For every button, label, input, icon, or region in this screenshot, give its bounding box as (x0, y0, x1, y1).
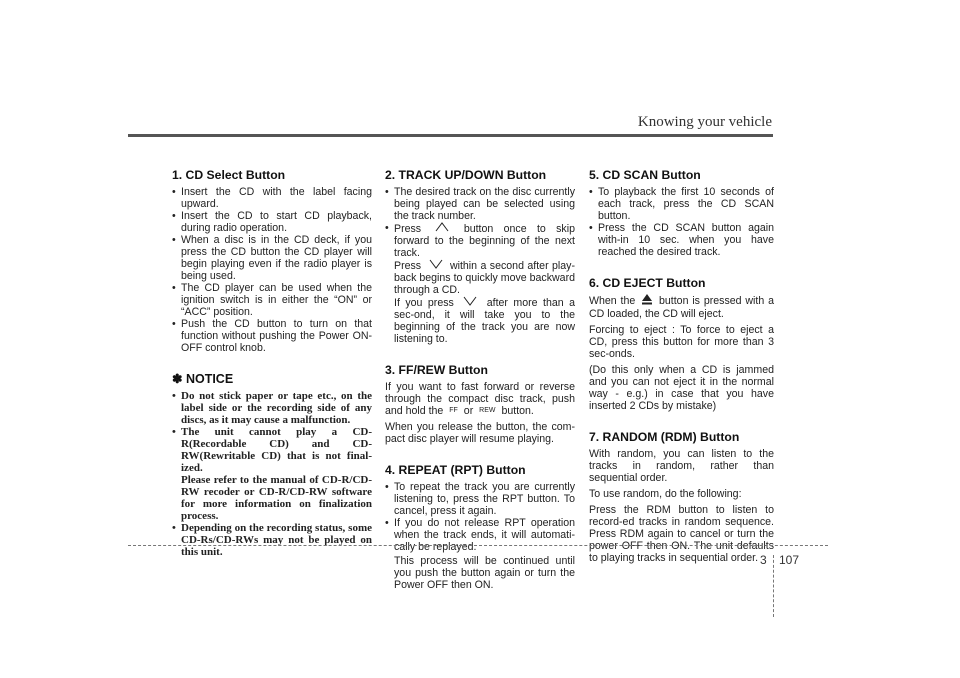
rewind-icon (479, 405, 495, 417)
chevron-down-icon (429, 259, 443, 271)
text-run: button once to skip forward to the beginning of the next track. (394, 223, 575, 259)
list-item: • Push the CD button to turn on that function without pushing the Power ON-OFF control knob. (172, 318, 372, 354)
list-item: • The desired track on the disc currently being played can be selected using the track number. (385, 186, 575, 222)
text-run: If you press (394, 297, 454, 309)
cd-select-list (172, 186, 372, 354)
header-rule (128, 134, 773, 137)
chevron-down-icon (463, 296, 477, 308)
list-item: • The CD player can be used when the ignition switch is in either the “ON” or “ACC” position. (172, 282, 372, 318)
column-1 (172, 164, 372, 558)
section-title-ffrew: 3. FF/REW Button (385, 363, 488, 377)
list-item (385, 517, 575, 591)
text-run: If you do not release RPT operation when the track ends, it will automati-cally be replayed. (394, 517, 575, 553)
page-number-divider (773, 555, 774, 617)
section-title-cd-select: 1. CD Select Button (172, 168, 286, 182)
section-title-random: 7. RANDOM (RDM) Button (589, 430, 740, 444)
ff-label: FF (449, 407, 458, 414)
footer-rule (128, 545, 828, 546)
random-paragraph-3: Press the RDM button to listen to record-ed tracks in random sequence. Press RDM again to cancel or turn the power OFF then ON. The unit defaults to playing tracks in sequential order. (589, 504, 774, 564)
list-item (385, 222, 575, 345)
header-title: Knowing your vehicle (637, 114, 772, 130)
eject-icon (642, 294, 652, 308)
text-block (394, 296, 575, 345)
rew-label: REW (479, 407, 496, 414)
text-block (394, 259, 575, 296)
text-run: If you want to fast forward or reverse through the compact disc track, push and hold the (385, 381, 575, 417)
text-run: Press (394, 223, 422, 235)
track-list (385, 186, 575, 345)
notice-list (172, 390, 372, 558)
notice-item-extra: Please refer to the manual of CD-R/CD-RW recoder or CD-R/CD-RW software for more information on finalization process. (181, 474, 372, 522)
list-item: • When a disc is in the CD deck, if you press the CD button the CD player will begin playing even if the radio player is being used. (172, 234, 372, 282)
text-run: button is pressed with a CD loaded, the CD will eject. (589, 295, 774, 320)
repeat-list (385, 481, 575, 591)
text-run: When the (589, 295, 636, 307)
section-title-repeat: 4. REPEAT (RPT) Button (385, 463, 526, 477)
notice-title: ✽ NOTICE (172, 372, 234, 386)
chapter-number: 3 (760, 553, 767, 567)
eject-paragraph-1 (589, 294, 774, 320)
list-item (172, 426, 372, 522)
cd-scan-list (589, 186, 774, 258)
fast-forward-icon (449, 405, 458, 417)
eject-paragraph-3: (Do this only when a CD is jammed and you can not eject it in the normal way - e.g.) in case that you have inserted 2 CDs by mistake) (589, 364, 774, 412)
list-item: • Insert the CD with the label facing upward. (172, 186, 372, 210)
text-run: within a second after play-back begins to quickly move backward through a CD. (394, 260, 575, 296)
list-item: • Do not stick paper or tape etc., on the label side or the recording side of any discs, as it may cause a malfunction. (172, 390, 372, 426)
list-item: • Insert the CD to start CD playback, during radio operation. (172, 210, 372, 234)
random-paragraph-2: To use random, do the following: (589, 488, 742, 500)
repeat-extra: This process will be continued until you push the button again or turn the Power OFF then ON. (394, 555, 575, 591)
text-run: button. (501, 405, 534, 417)
column-3 (589, 164, 774, 568)
ffrew-paragraph (385, 381, 575, 417)
text-run: Press (394, 260, 422, 272)
page-number: 107 (779, 553, 800, 567)
section-title-cd-scan: 5. CD SCAN Button (589, 168, 701, 182)
section-title-track: 2. TRACK UP/DOWN Button (385, 168, 547, 182)
chevron-up-icon (435, 222, 449, 234)
list-item: • Press the CD SCAN button again with-in 10 sec. when you have reached the desired track. (589, 222, 774, 258)
notice-item-text: The unit cannot play a CD-R(Recordable CD) and CD-RW(Rewritable CD) that is not final-ized. (181, 426, 372, 474)
column-2 (385, 164, 575, 591)
random-paragraph-1: With random, you can listen to the tracks in random, rather than sequential order. (589, 448, 774, 484)
list-item: • To playback the first 10 seconds of each track, press the CD SCAN button. (589, 186, 774, 222)
ffrew-paragraph-2: When you release the button, the com-pact disc player will resume playing. (385, 421, 575, 445)
list-item: • To repeat the track you are currently listening to, press the RPT button. To cancel, press it again. (385, 481, 575, 517)
text-run: after more than a sec-ond, it will take you to the beginning of the track you are now listening to. (394, 297, 575, 345)
eject-paragraph-2: Forcing to eject : To force to eject a CD, press this button for more than 3 sec-onds. (589, 324, 774, 360)
list-item: • Depending on the recording status, some CD-Rs/CD-RWs may not be played on this unit. (172, 522, 372, 558)
section-title-cd-eject: 6. CD EJECT Button (589, 276, 706, 290)
text-run: or (463, 405, 474, 417)
